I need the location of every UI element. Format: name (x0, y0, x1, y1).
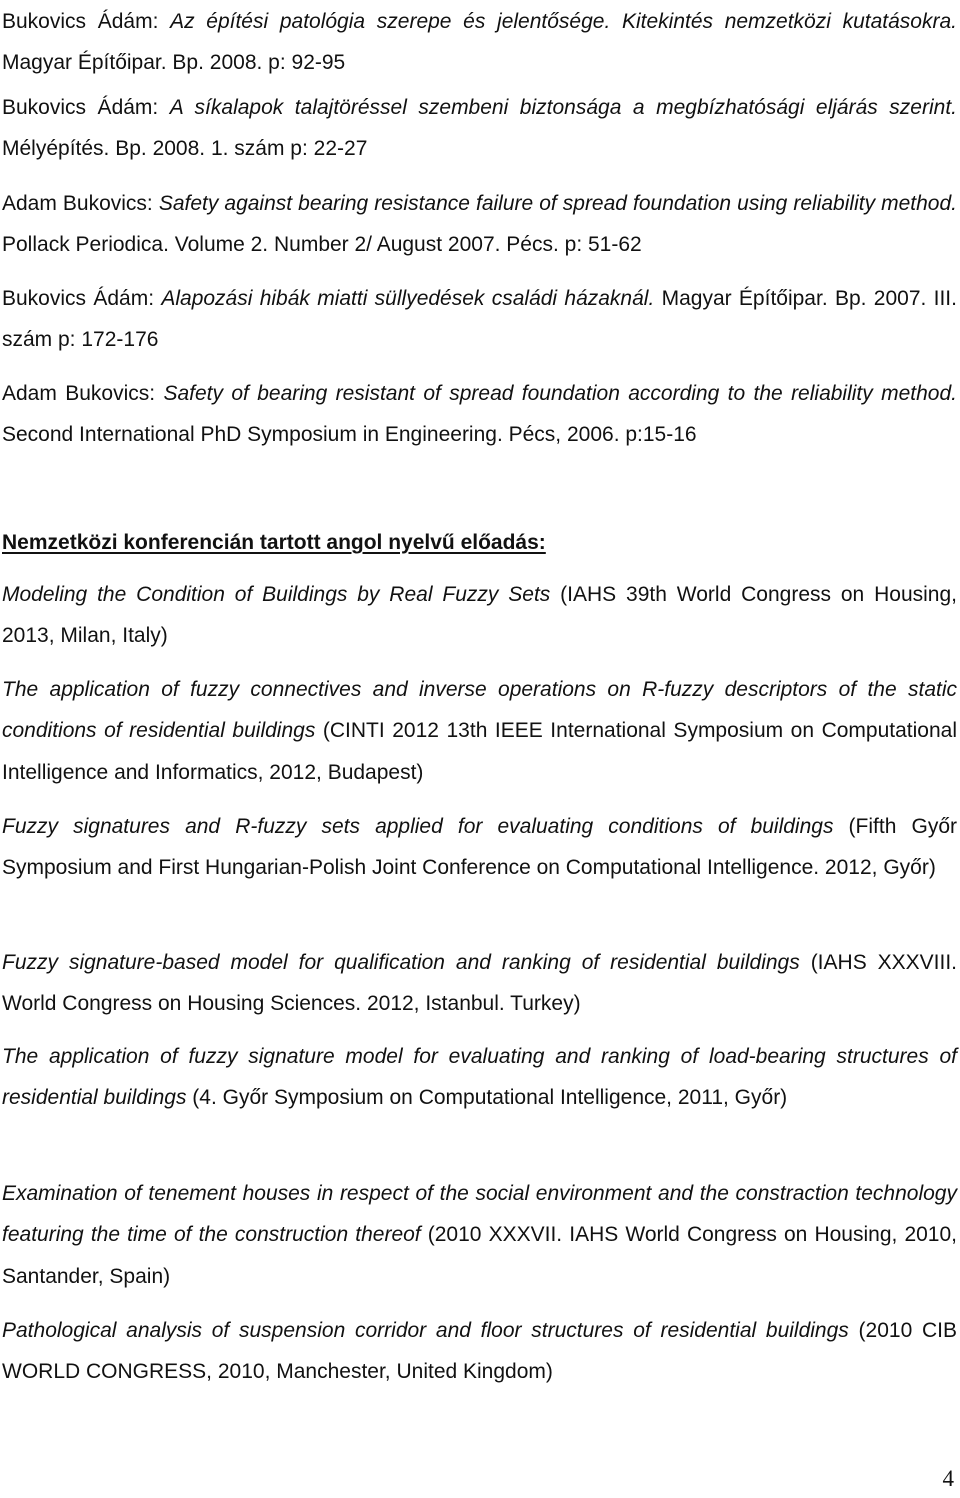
presentation-title: Modeling the Condition of Buildings by Real Fuzzy Sets (2, 583, 551, 606)
publication-author: Bukovics Ádám: (2, 10, 171, 33)
presentation-entry (2, 942, 957, 1025)
publication-title: Az építési patológia szerepe és jelentősége. Kitekintés nemzetközi kutatásokra. (170, 10, 957, 33)
publication-title: A síkalapok talajtöréssel szembeni biztonsága a megbízhatósági eljárás szerint. (169, 96, 957, 119)
publication-author: Adam Bukovics: (2, 382, 164, 405)
publication-title: Alapozási hibák miatti süllyedések családi házaknál. (161, 287, 655, 310)
presentation-title: The application of fuzzy signature model for evaluating and ranking of load-bearing structures of residential buildings (2, 1045, 957, 1110)
presentation-title: The application of fuzzy connectives and inverse operations on R-fuzzy descriptors of the static conditions of residential buildings (2, 678, 957, 743)
publication-entry (2, 183, 957, 266)
presentation-entry (2, 574, 957, 657)
publication-title: Safety against bearing resistance failure of spread foundation using reliability method. (158, 192, 957, 215)
publication-author: Adam Bukovics: (2, 192, 159, 215)
publication-entry (2, 1, 957, 84)
publication-author: Bukovics Ádám: (2, 96, 170, 119)
presentation-details: (2010 XXXVII. IAHS World Congress on Housing, 2010, Santander, Spain) (2, 1223, 958, 1288)
document-page (2, 0, 957, 1498)
presentation-entry (2, 669, 957, 793)
publication-entry (2, 278, 957, 361)
presentation-details: (Fifth Győr Symposium and First Hungarian-Polish Joint Conference on Computational Intelligence. 2012, Győr) (2, 815, 957, 880)
presentation-entry (2, 806, 957, 889)
presentation-entry (2, 1310, 957, 1393)
publication-entry (2, 87, 957, 170)
presentation-title: Pathological analysis of suspension corridor and floor structures of residential buildings (2, 1319, 849, 1342)
section-heading: Nemzetközi konferencián tartott angol nyelvű előadás: (2, 531, 546, 554)
publication-details: Magyar Építőipar. Bp. 2007. III. szám p: 172-176 (2, 287, 957, 352)
page-number: 4 (942, 1466, 954, 1491)
publication-details: Magyar Építőipar. Bp. 2008. p: 92-95 (2, 51, 346, 75)
presentation-title: Fuzzy signatures and R-fuzzy sets applied for evaluating conditions of buildings (2, 815, 834, 838)
presentation-details: (IAHS XXXVIII. World Congress on Housing Sciences. 2012, Istanbul. Turkey) (2, 951, 958, 1016)
presentation-entry (2, 1036, 957, 1119)
publication-details: Mélyépítés. Bp. 2008. 1. szám p: 22-27 (2, 137, 368, 161)
presentation-details: (IAHS 39th World Congress on Housing, 2013, Milan, Italy) (2, 583, 957, 648)
presentation-details: (CINTI 2012 13th IEEE International Symposium on Computational Intelligence and Informatics, 2012, Budapest) (2, 719, 957, 784)
presentation-title: Fuzzy signature-based model for qualification and ranking of residential buildings (2, 951, 800, 974)
presentation-title: Examination of tenement houses in respect of the social environment and the constraction technology featuring the time of the construction thereof (2, 1182, 957, 1247)
publication-entry (2, 373, 957, 456)
presentation-details: (2010 CIB WORLD CONGRESS, 2010, Manchester, United Kingdom) (2, 1319, 957, 1384)
publication-details: Second International PhD Symposium in Engineering. Pécs, 2006. p:15-16 (2, 423, 697, 447)
publication-details: Pollack Periodica. Volume 2. Number 2/ August 2007. Pécs. p: 51-62 (2, 233, 642, 257)
presentation-details: (4. Győr Symposium on Computational Intelligence, 2011, Győr) (186, 1086, 788, 1110)
presentation-entry (2, 1173, 957, 1297)
publication-title: Safety of bearing resistant of spread foundation according to the reliability method. (163, 382, 957, 405)
publication-author: Bukovics Ádám: (2, 287, 162, 310)
